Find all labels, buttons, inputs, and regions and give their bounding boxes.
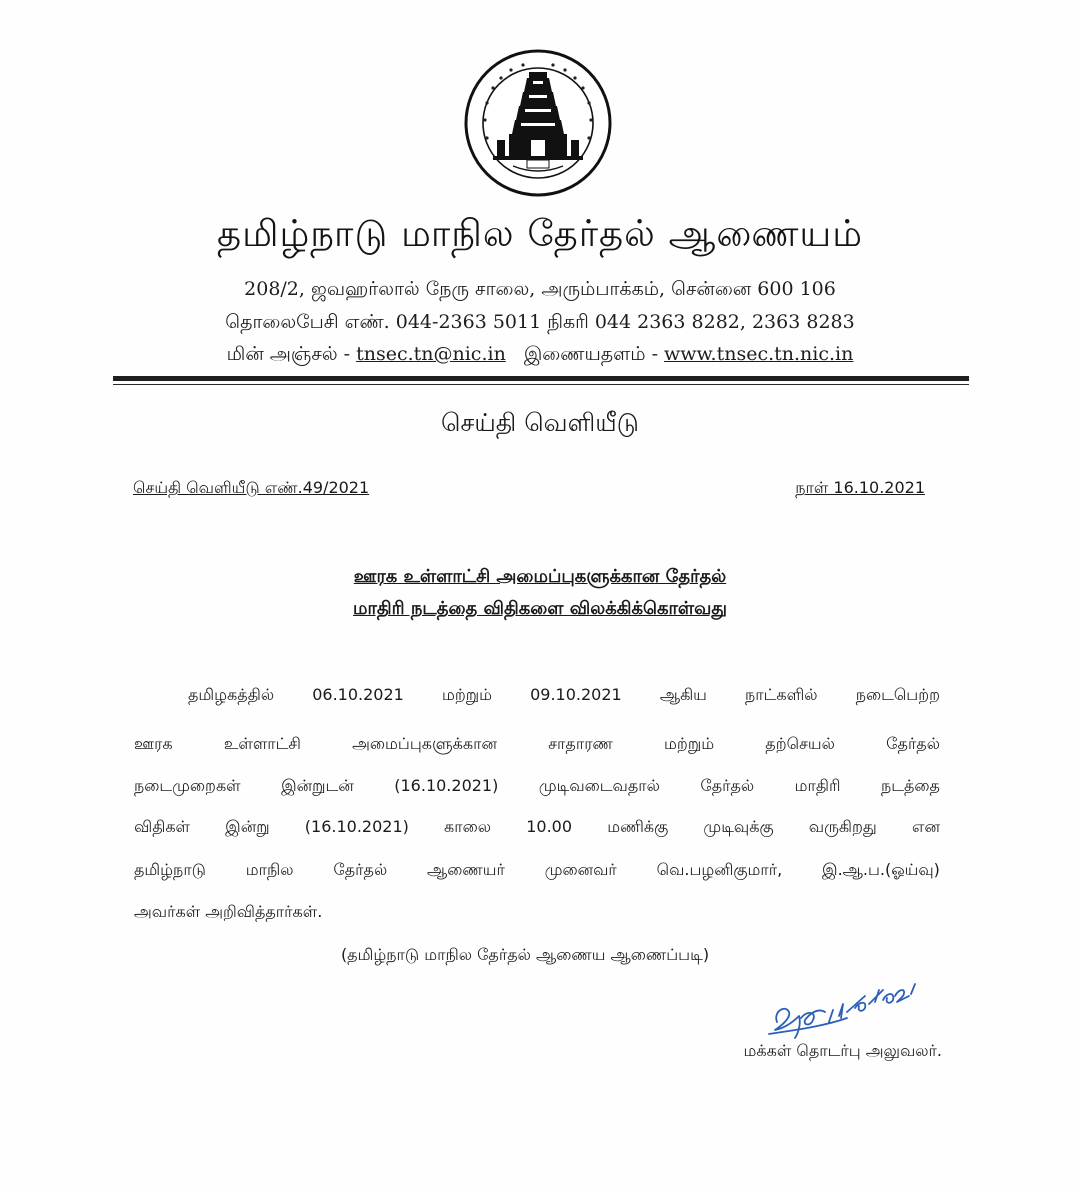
header-divider-thin — [113, 384, 969, 385]
body-word: மாநில — [245, 860, 294, 879]
body-word: (16.10.2021) — [394, 776, 499, 795]
body-word: முடிவடைவதால் — [538, 776, 660, 795]
body-word: 09.10.2021 — [530, 685, 622, 704]
body-word: தேர்தல் — [333, 860, 388, 879]
body-word: தற்செயல் — [765, 734, 835, 753]
tn-temple-emblem-icon — [463, 48, 613, 198]
body-word: தேர்தல் — [700, 776, 755, 795]
body-word: மாதிரி — [794, 776, 841, 795]
header-divider-thick — [113, 376, 969, 381]
body-line-6: அவர்கள் அறிவித்தார்கள். — [134, 902, 323, 921]
phone-fax-line: தொலைபேசி எண். 044-2363 5011 நிகரி 044 2363 8282, 2363 8283 — [225, 311, 855, 333]
body-word: வெ.பழனிகுமார், — [656, 860, 783, 879]
body-line-4 — [134, 817, 940, 839]
body-line-5 — [134, 860, 940, 882]
order-note-text: (தமிழ்நாடு மாநில தேர்தல் ஆணைய ஆணைப்படி) — [340, 945, 710, 964]
body-word: நடத்தை — [880, 776, 940, 795]
body-word: நடைமுறைகள் — [134, 776, 241, 795]
body-line-3 — [134, 776, 940, 798]
release-date: நாள் 16.10.2021 — [795, 478, 925, 497]
body-word: தமிழ்நாடு — [134, 860, 206, 879]
website-label: இணையதளம் - — [523, 343, 659, 365]
organization-name: தமிழ்நாடு மாநில தேர்தல் ஆணையம் — [216, 212, 864, 255]
body-word: தேர்தல் — [886, 734, 940, 753]
office-address: 208/2, ஜவஹர்லால் நேரு சாலை, அரும்பாக்கம், சென்னை 600 106 — [244, 278, 836, 300]
body-word: இ.ஆ.ப.(ஓய்வு) — [822, 860, 940, 879]
body-word: வருகிறது — [808, 817, 877, 836]
body-word: சாதாரண — [548, 734, 613, 753]
body-word: முனைவர் — [544, 860, 617, 879]
press-release-title: செய்தி வெளியீடு — [441, 408, 639, 437]
email-label: மின் அஞ்சல் - — [226, 343, 351, 365]
body-word: தமிழகத்தில் — [188, 685, 275, 704]
subject-line-2: மாதிரி நடத்தை விதிகளை விலக்கிக்கொள்வது — [353, 598, 727, 619]
website-link[interactable]: www.tnsec.tn.nic.in — [664, 343, 854, 365]
body-word: மணிக்கு — [607, 817, 669, 836]
body-word: காலை — [444, 817, 492, 836]
body-word: என — [911, 817, 940, 836]
body-word: மற்றும் — [441, 685, 492, 704]
body-word: நடைபெற்ற — [855, 685, 940, 704]
body-word: ஆகிய — [659, 685, 707, 704]
release-number: செய்தி வெளியீடு எண்.49/2021 — [133, 478, 370, 497]
body-line-1 — [188, 685, 940, 707]
body-word: மற்றும் — [664, 734, 715, 753]
signatory-title: மக்கள் தொடர்பு அலுவலர். — [743, 1041, 942, 1060]
body-word: விதிகள் — [134, 817, 190, 836]
email-link[interactable]: tnsec.tn@nic.in — [356, 343, 506, 365]
body-word: 06.10.2021 — [312, 685, 404, 704]
body-word: 10.00 — [526, 817, 573, 836]
order-note — [0, 945, 1080, 966]
body-word: (16.10.2021) — [304, 817, 409, 836]
body-word: நாட்களில் — [745, 685, 818, 704]
body-word: இன்றுடன் — [281, 776, 354, 795]
body-word: ஊரக — [134, 734, 173, 753]
contact-line — [0, 343, 1080, 368]
body-line-2 — [134, 734, 940, 756]
body-word: உள்ளாட்சி — [223, 734, 301, 753]
body-word: ஆணையர் — [427, 860, 505, 879]
body-word: அமைப்புகளுக்கான — [352, 734, 497, 753]
body-word: முடிவுக்கு — [703, 817, 774, 836]
subject-line-1: ஊரக உள்ளாட்சி அமைப்புகளுக்கான தேர்தல் — [353, 566, 727, 587]
body-word: இன்று — [225, 817, 270, 836]
